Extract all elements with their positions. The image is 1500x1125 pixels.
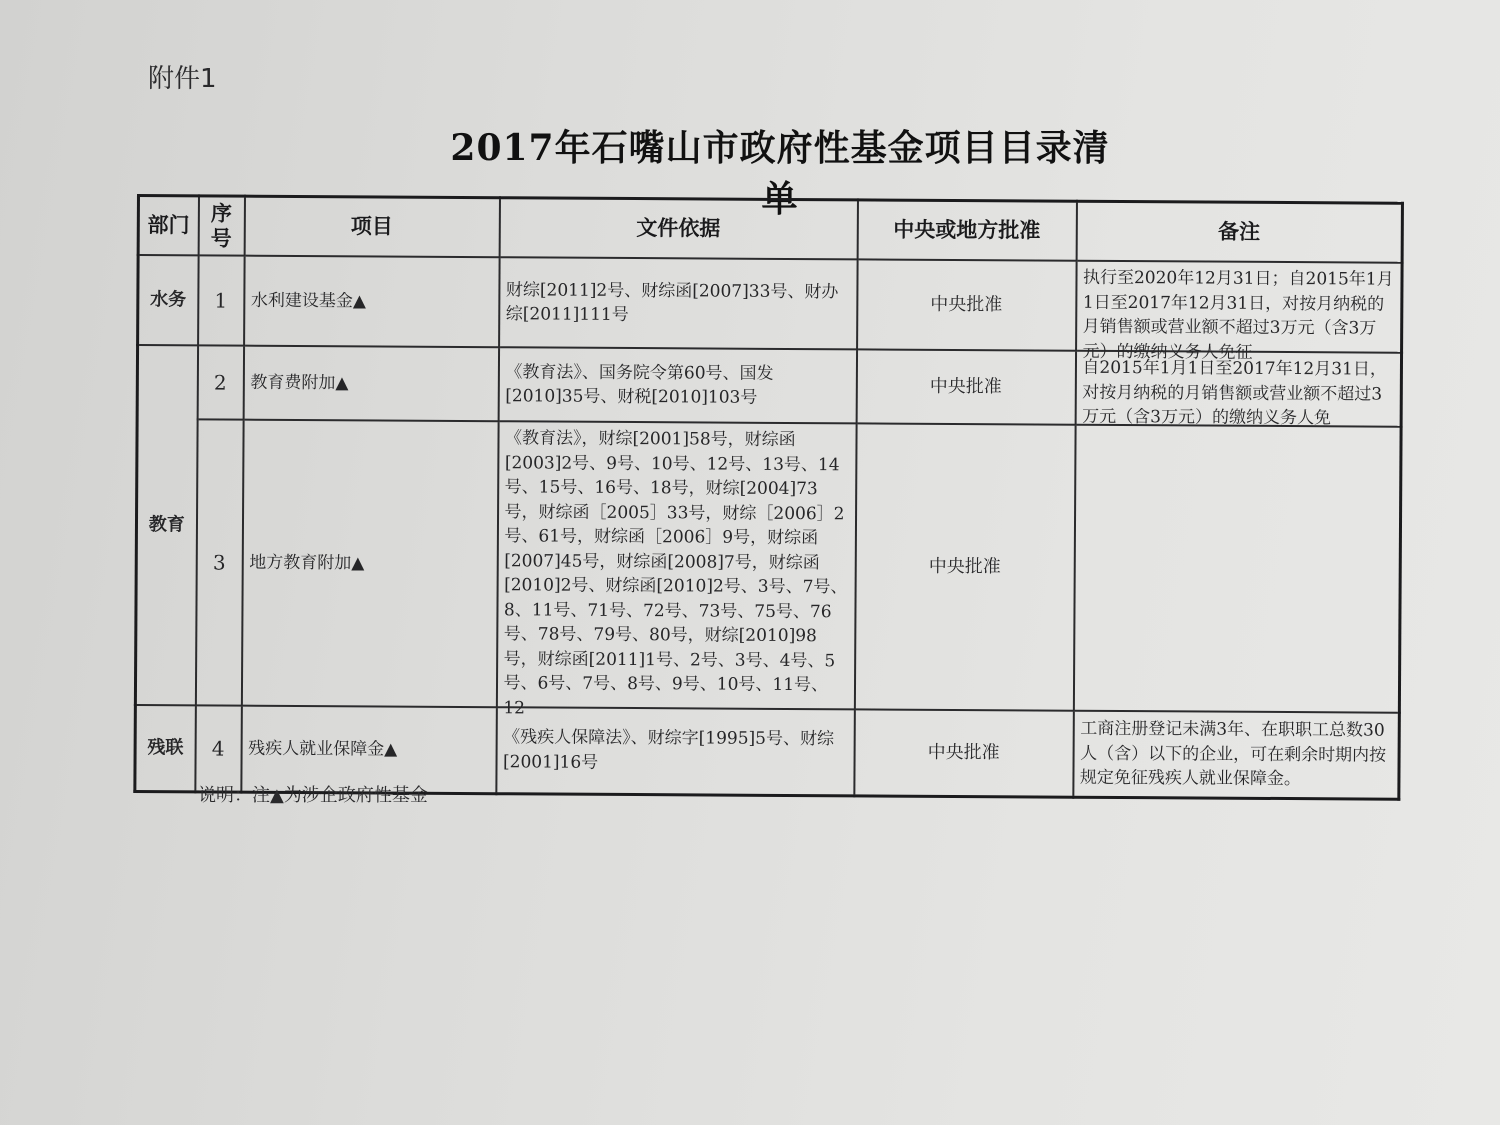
table-row [135,419,1401,713]
remarks-cell: 工商注册登记未满3年、在职职工总数30人（含）以下的企业，可在剩余时期内按规定免征残疾人就业保障金。 [1073,711,1400,799]
table-header-row [138,196,1402,263]
approval-cell: 中央批准 [857,259,1077,350]
basis-cell [496,421,856,718]
header-seq: 序号 [198,196,244,256]
item-cell: 残疾人就业保障金▲ [241,706,497,794]
attachment-label: 附件1 [148,64,217,94]
basis-cell: 《教育法》、国务院令第60号、国发[2010]35号、财税[2010]103号 [498,347,856,423]
seq-cell: 3 [195,419,243,705]
seq-cell: 2 [197,345,243,419]
remarks-cell [1076,261,1403,363]
header-dept: 部门 [138,196,198,256]
document-title: 2017年石嘴山市政府性基金项目目录清单 [450,127,1110,220]
fund-table-container [133,194,1401,800]
dept-cell: 水务 [138,255,199,345]
remarks-cell [1073,425,1401,713]
basis-cell: 财综[2011]2号、财综函[2007]33号、财办综[2011]111号 [499,257,858,349]
header-basis: 文件依据 [499,198,857,260]
header-approval: 中央或地方批准 [857,200,1076,261]
approval-cell: 中央批准 [854,423,1075,710]
table-row [137,345,1401,427]
approval-cell: 中央批准 [856,349,1075,424]
header-item: 项目 [244,196,499,257]
remarks-cell [1075,351,1401,427]
footnote: 说明：注▲为涉企政府性基金 [198,785,428,806]
item-cell: 教育费附加▲ [243,346,498,422]
remarks-text: 自2015年1月1日至2017年12月31日，对按月纳税的月销售额或营业额不超过3万元（含3万元）的缴纳义务人免 [1082,357,1387,429]
basis-text: 《教育法》，财综[2001]58号，财综函[2003]2号、9号、10号、12号、13号、14号、15号、16号、18号，财综[2004]73号，财综函［2005］33号，财综［2006］2号、61号，财综函［2006］9号，财综函[2007]45号，财综函[2008]7号，财综函[2010]2号、财综函[2010]2号、3号、7号、8、11号、71号、72号、73号、75号、76号、78号、79号、80号，财综[2010]98号，财综函[2011]1号、2号、3号、4号、5号、6号、7号、8号、9号、10号、11号、12 [503,428,848,718]
fund-table [133,194,1404,800]
item-cell: 地方教育附加▲ [241,420,498,708]
table-row [138,255,1403,353]
dept-cell: 残联 [135,705,196,791]
header-remarks: 备注 [1076,201,1402,262]
dept-cell: 教育 [135,345,197,705]
remarks-text: 执行至2020年12月31日；自2015年1月1日至2017年12月31日，对按月纳税的月销售额或营业额不超过3万元（含3万元）的缴纳义务人免征 [1082,267,1394,363]
seq-cell: 4 [195,705,242,791]
item-cell: 水利建设基金▲ [244,256,500,348]
basis-cell: 《残疾人保障法》、财综字[1995]5号、财综[2001]16号 [496,707,855,795]
approval-cell: 中央批准 [854,709,1074,796]
seq-cell: 1 [198,255,245,345]
